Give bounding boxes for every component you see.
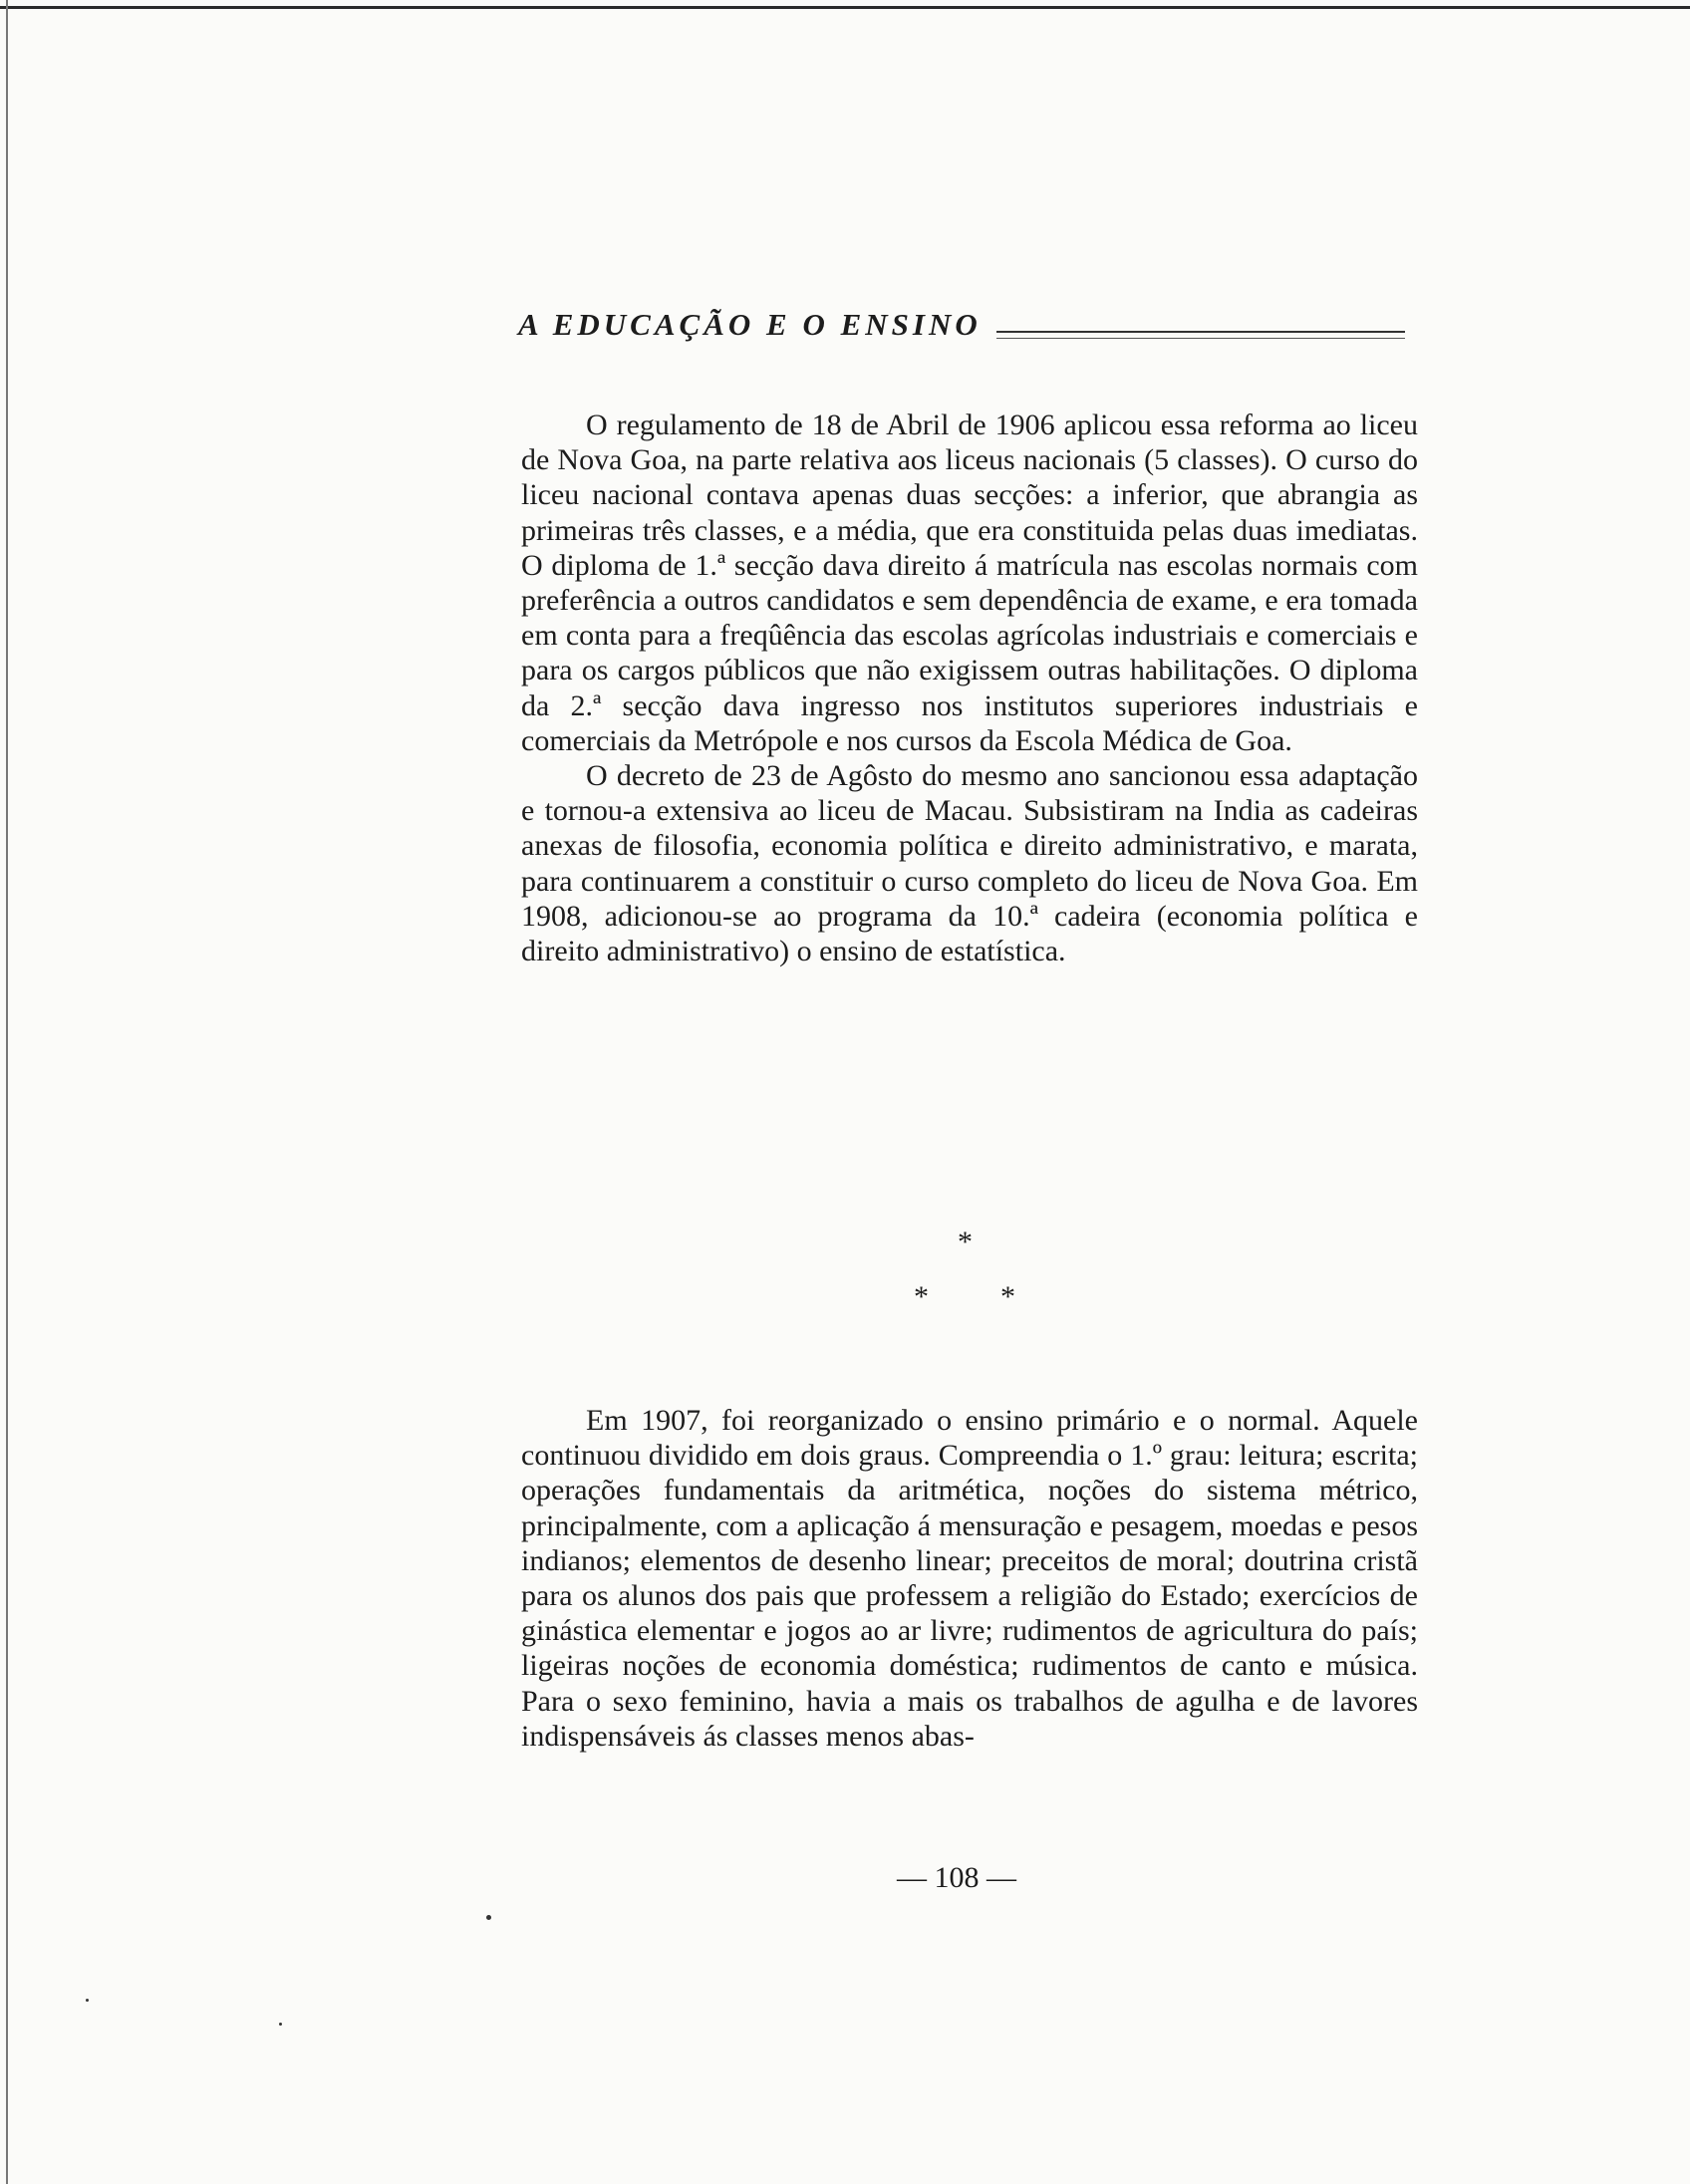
scan-border-left [6, 0, 8, 2184]
scan-speck [279, 2023, 282, 2026]
paragraph: Em 1907, foi reorganizado o ensino primário e o normal. Aquele continuou dividido em dois graus. Compreendia o 1.º grau: leitura; escrita; operações fundamentais da aritmética, noções do sistema métrico, principalmente, com a aplicação á mensuração e pesagem, moedas e pesos indianos; elementos de desenho linear; preceitos de moral; doutrina cristã para os alunos dos pais que professem a religião do Estado; exercícios de ginástica elementar e jogos ao ar livre; rudimentos de agricultura do país; ligeiras noções de economia doméstica; rudimentos de canto e música. Para o sexo feminino, havia a mais os trabalhos de agulha e de lavores indispensáveis ás classes menos abas- [521, 1404, 1418, 1753]
scan-border-top [0, 6, 1690, 9]
running-head [518, 307, 1415, 347]
running-head-rule [996, 331, 1405, 339]
paragraph: O decreto de 23 de Agôsto do mesmo ano sancionou essa adaptação e tornou-a extensiva ao liceu de Macau. Subsistiram na India as cadeiras anexas de filosofia, economia política e direito administrativo, e marata, para continuarem a constituir o curso completo do liceu de Nova Goa. Em 1908, adicionou-se ao programa da 10.ª cadeira (economia política e direito administrativo) o ensino de estatística. [521, 759, 1418, 968]
text-section-1 [521, 408, 1418, 968]
scan-speck [86, 1999, 89, 2002]
separator-star: * [914, 1280, 929, 1313]
scan-speck [486, 1915, 491, 1920]
separator-star: * [1000, 1280, 1015, 1313]
paragraph: O regulamento de 18 de Abril de 1906 aplicou essa reforma ao liceu de Nova Goa, na parte relativa aos liceus nacionais (5 classes). O curso do liceu nacional contava apenas duas secções: a inferior, que abrangia as primeiras três classes, e a média, que era constituida pelas duas imediatas. O diploma de 1.ª secção dava direito á matrícula nas escolas normais com preferência a outros candidatos e sem dependência de exame, e era tomada em conta para a freqûência das escolas agrícolas industriais e comerciais e para os cargos públicos que não exigissem outras habilitações. O diploma da 2.ª secção dava ingresso nos institutos superiores industriais e comerciais da Metrópole e nos cursos da Escola Médica de Goa. [521, 409, 1418, 757]
page-number: — 108 — [897, 1861, 1016, 1894]
section-separator [897, 1221, 1096, 1320]
running-head-title: A EDUCAÇÃO E O ENSINO [518, 307, 982, 342]
text-section-2 [521, 1403, 1418, 1754]
separator-star: * [958, 1226, 973, 1258]
